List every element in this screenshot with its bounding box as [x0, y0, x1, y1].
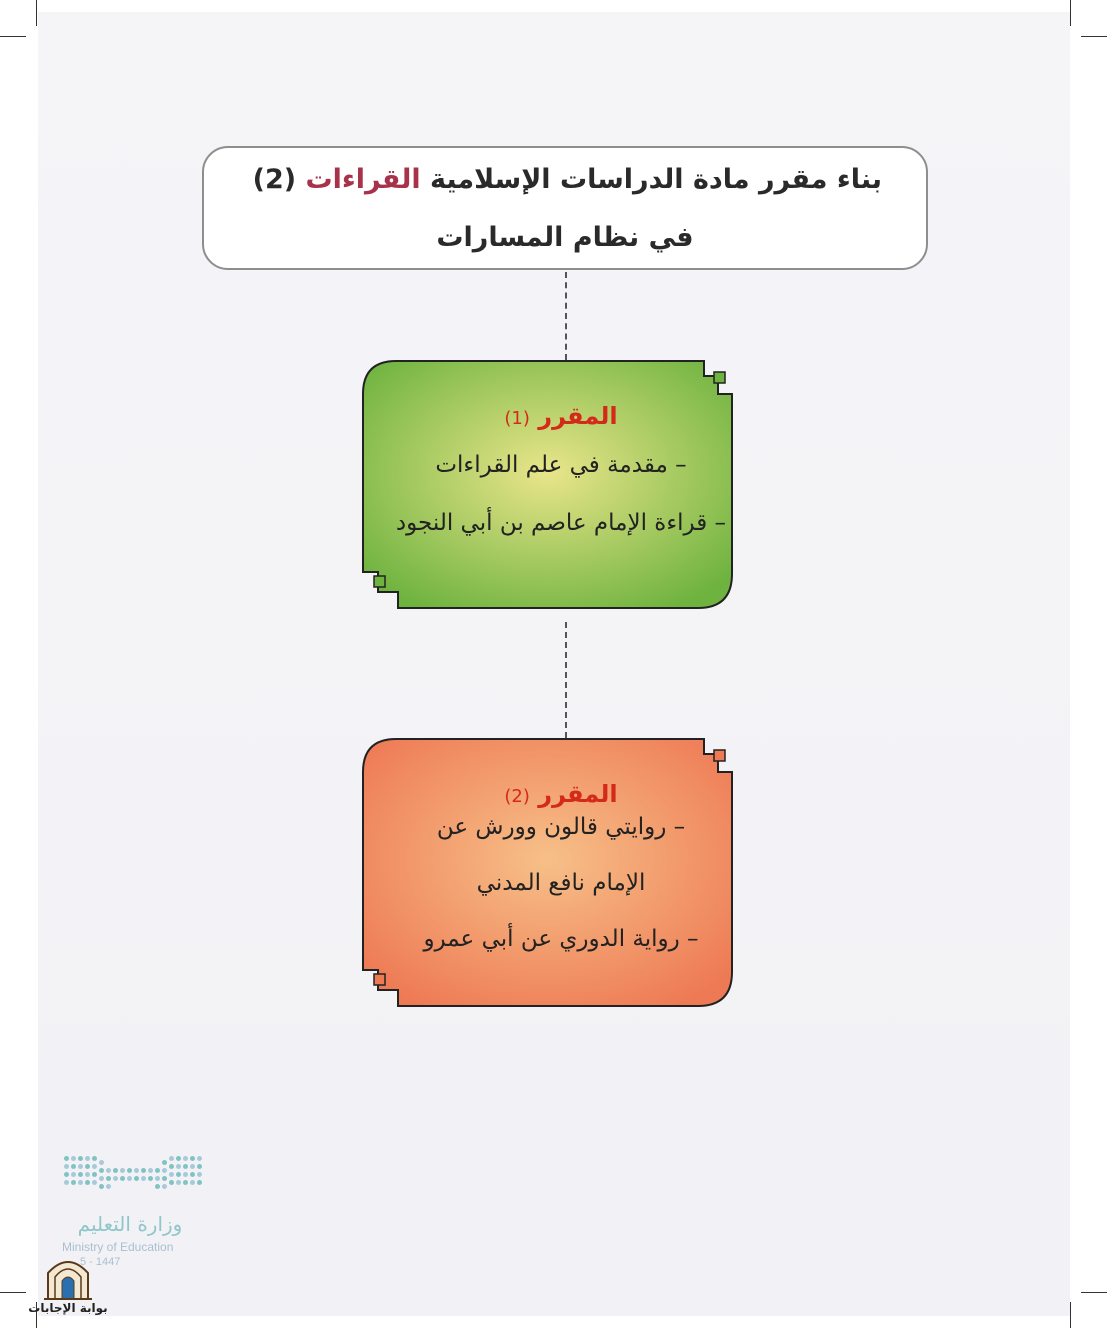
logo-dot [64, 1172, 69, 1177]
logo-dot [141, 1176, 146, 1181]
logo-dot [78, 1172, 83, 1177]
course-item: – قراءة الإمام عاصم بن أبي النجود [395, 510, 727, 536]
logo-dot [92, 1156, 97, 1161]
logo-dot [148, 1176, 153, 1181]
logo-dot [162, 1168, 167, 1173]
logo-dot [99, 1184, 104, 1189]
crop-mark [1070, 0, 1071, 26]
crop-mark [1081, 1292, 1107, 1293]
logo-dot [197, 1164, 202, 1169]
logo-dot [92, 1172, 97, 1177]
logo-english-text: Ministry of Education [62, 1240, 174, 1254]
title-prefix: بناء مقرر مادة الدراسات الإسلامية [420, 164, 882, 195]
logo-dot [106, 1176, 111, 1181]
logo-dot [71, 1180, 76, 1185]
logo-dot [176, 1180, 181, 1185]
logo-dot [85, 1180, 90, 1185]
card-heading-label: المقرر [538, 402, 618, 430]
logo-dot [113, 1168, 118, 1173]
logo-dot [162, 1160, 167, 1165]
logo-dot [99, 1176, 104, 1181]
course-item: – مقدمة في علم القراءات [435, 452, 687, 478]
logo-dot [190, 1164, 195, 1169]
logo-dot [78, 1180, 83, 1185]
title-suffix: (2) [252, 164, 306, 195]
watermark [28, 1255, 108, 1321]
logo-dot [106, 1184, 111, 1189]
logo-dot [127, 1168, 132, 1173]
logo-dot [169, 1180, 174, 1185]
card-heading-1 [380, 402, 742, 430]
card-heading-number: (1) [504, 408, 530, 429]
logo-dot [85, 1172, 90, 1177]
connector-line-2 [565, 622, 567, 738]
logo-dot [85, 1156, 90, 1161]
title-line-1 [248, 164, 882, 195]
title-line-2: في نظام المسارات [436, 222, 694, 253]
logo-dot [169, 1164, 174, 1169]
logo-dot [190, 1180, 195, 1185]
crop-mark [0, 1292, 26, 1293]
logo-dot [134, 1168, 139, 1173]
logo-dot [71, 1164, 76, 1169]
logo-dot [71, 1172, 76, 1177]
logo-dot [183, 1180, 188, 1185]
crop-mark [0, 36, 26, 37]
logo-dot [176, 1172, 181, 1177]
crop-mark [1081, 36, 1107, 37]
logo-dot [162, 1184, 167, 1189]
logo-year-text: 5 - 1447 [80, 1256, 121, 1268]
logo-dot [113, 1176, 118, 1181]
logo-dot [162, 1176, 167, 1181]
logo-dot [197, 1180, 202, 1185]
logo-dot [78, 1164, 83, 1169]
course-card-2 [362, 738, 772, 988]
logo-dot [155, 1184, 160, 1189]
logo-dot [64, 1156, 69, 1161]
logo-arabic-text: وزارة التعليم [77, 1212, 183, 1236]
crop-mark [36, 0, 37, 26]
crop-mark [1070, 1302, 1071, 1328]
logo-dot [85, 1164, 90, 1169]
logo-dot [155, 1168, 160, 1173]
logo-dot [134, 1176, 139, 1181]
logo-dot [106, 1168, 111, 1173]
logo-dot [99, 1160, 104, 1165]
logo-dot [141, 1168, 146, 1173]
logo-dot [183, 1156, 188, 1161]
logo-dot [78, 1156, 83, 1161]
title-accent: القراءات [305, 164, 421, 195]
logo-dot [71, 1156, 76, 1161]
card-heading-number: (2) [504, 786, 530, 807]
logo-dot [64, 1164, 69, 1169]
logo-dot [176, 1164, 181, 1169]
course-item: – روايتي قالون وورش عن [436, 814, 686, 840]
logo-dot [176, 1156, 181, 1161]
logo-dot [190, 1172, 195, 1177]
card-heading-2 [380, 780, 742, 808]
logo-dot [169, 1172, 174, 1177]
title-box [202, 146, 928, 270]
logo-dot [197, 1156, 202, 1161]
logo-dot [169, 1156, 174, 1161]
logo-dot [197, 1172, 202, 1177]
logo-dot [190, 1156, 195, 1161]
mosque-icon [28, 1255, 108, 1301]
logo-dot [120, 1176, 125, 1181]
connector-line-1 [565, 272, 567, 360]
logo-dot [183, 1164, 188, 1169]
logo-dot [64, 1180, 69, 1185]
logo-dot [127, 1176, 132, 1181]
logo-dot [155, 1176, 160, 1181]
logo-dot [183, 1172, 188, 1177]
course-item: الإمام نافع المدني [476, 870, 646, 896]
course-item: – رواية الدوري عن أبي عمرو [423, 926, 699, 952]
card-heading-label: المقرر [538, 780, 618, 808]
logo-dot [99, 1168, 104, 1173]
logo-dot [148, 1168, 153, 1173]
logo-dot [120, 1168, 125, 1173]
course-card-1 [362, 360, 772, 610]
logo-dot [92, 1164, 97, 1169]
logo-dot [92, 1180, 97, 1185]
watermark-text: بوابة الإجابات [28, 1301, 108, 1315]
